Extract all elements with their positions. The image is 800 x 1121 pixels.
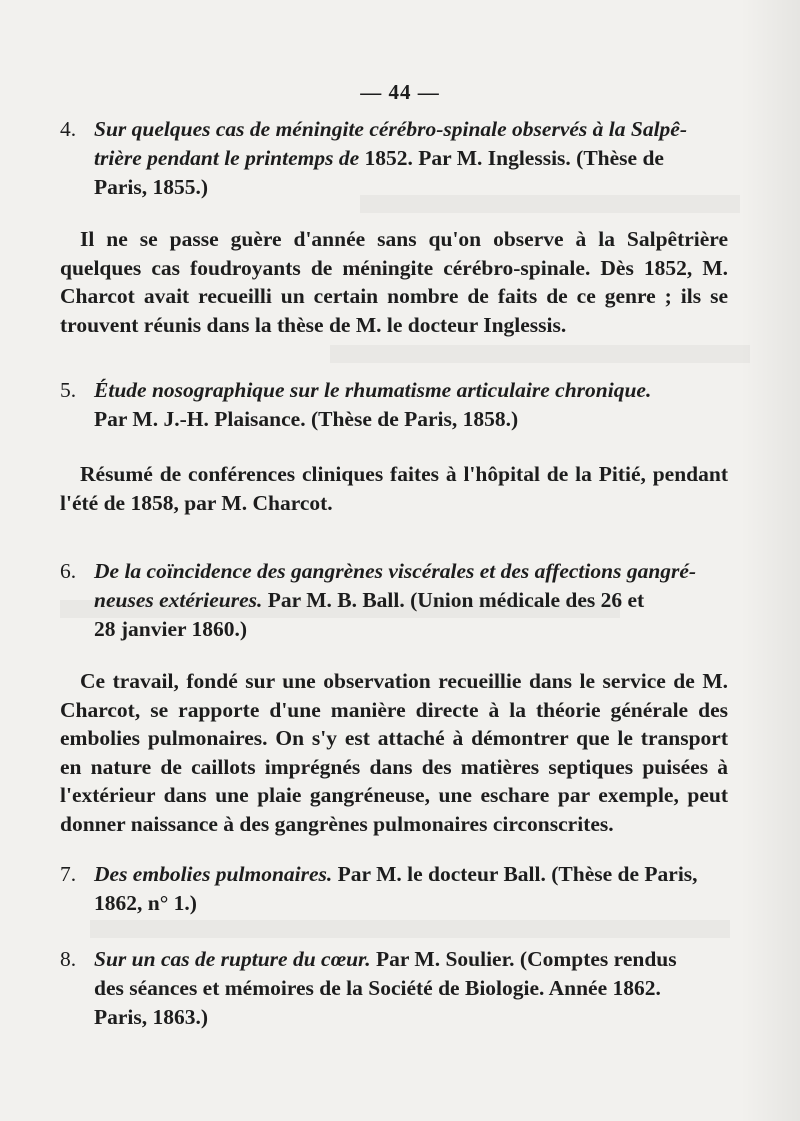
- entry-title: Étude nosographique sur le rhumatisme articulaire chronique.: [94, 378, 652, 402]
- entry-title-continued: trière pendant le printemps de: [94, 146, 360, 170]
- entry-title: Sur un cas de rupture du cœur.: [94, 947, 371, 971]
- entry-citation: Par M. J.-H. Plaisance. (Thèse de Paris, 1858.): [94, 407, 519, 431]
- entry-citation: 1852. Par M. Inglessis. (Thèse de: [364, 146, 664, 170]
- page-edge-shadow: [740, 0, 800, 1121]
- paragraph-resume: Résumé de conférences cliniques faites à l'hôpital de la Pitié, pendant l'été de 1858, par M. Charcot.: [60, 462, 728, 515]
- entry-citation-continued: 28 janvier 1860.): [94, 617, 248, 641]
- page-number: — 44 —: [360, 80, 440, 104]
- entry-number: 7.: [60, 862, 77, 886]
- entry-number: 8.: [60, 947, 77, 971]
- bibliography-entry-7: [60, 860, 728, 918]
- entry-citation-continued: 1862, n° 1.): [94, 891, 197, 915]
- entry-citation-continued: des séances et mémoires de la Société de Biologie. Année 1862.: [94, 976, 661, 1000]
- bibliography-entry-8: [60, 945, 728, 1032]
- bibliography-entry-5: [60, 376, 728, 434]
- bibliography-entry-6: [60, 557, 728, 644]
- bibliography-entry-4: [60, 115, 728, 202]
- entry-citation: Par M. Soulier. (Comptes rendus: [375, 947, 677, 971]
- entry-title: Des embolies pulmonaires.: [94, 862, 333, 886]
- entry-citation-continued: Paris, 1855.): [94, 175, 209, 199]
- paragraph-embolies: Ce travail, fondé sur une observation recueillie dans le service de M. Charcot, se rapporte d'une manière directe à la théorie générale des embolies pulmonaires. On s'y est attaché à démontrer que le transport en nature de caillots imprégnés dans des matières septiques puisées à l'extérieur dans une plaie gangréneuse, une eschare par exemple, peut donner naissance à des gangrènes pulmonaires circonscrites.: [60, 669, 728, 836]
- entry-number: 4.: [60, 117, 77, 141]
- entry-citation: Par M. B. Ball. (Union médicale des 26 et: [267, 588, 645, 612]
- entry-citation-continued: Paris, 1863.): [94, 1005, 209, 1029]
- paragraph-meningite: Il ne se passe guère d'année sans qu'on observe à la Salpêtrière quelques cas foudroyants de méningite cérébro-spinale. Dès 1852, M. Charcot avait recueilli un certain nombre de faits de ce genre ; ils se trouvent réunis dans la thèse de M. le docteur Inglessis.: [60, 227, 728, 337]
- entry-number: 5.: [60, 378, 77, 402]
- bleed-through-texture: [90, 920, 730, 938]
- entry-citation: Par M. le docteur Ball. (Thèse de Paris,: [337, 862, 698, 886]
- entry-title: Sur quelques cas de méningite cérébro-spinale observés à la Salpê-: [94, 117, 688, 141]
- entry-title-continued: neuses extérieures.: [94, 588, 263, 612]
- entry-title: De la coïncidence des gangrènes viscérales et des affections gangré-: [94, 559, 697, 583]
- entry-number: 6.: [60, 559, 77, 583]
- bleed-through-texture: [330, 345, 750, 363]
